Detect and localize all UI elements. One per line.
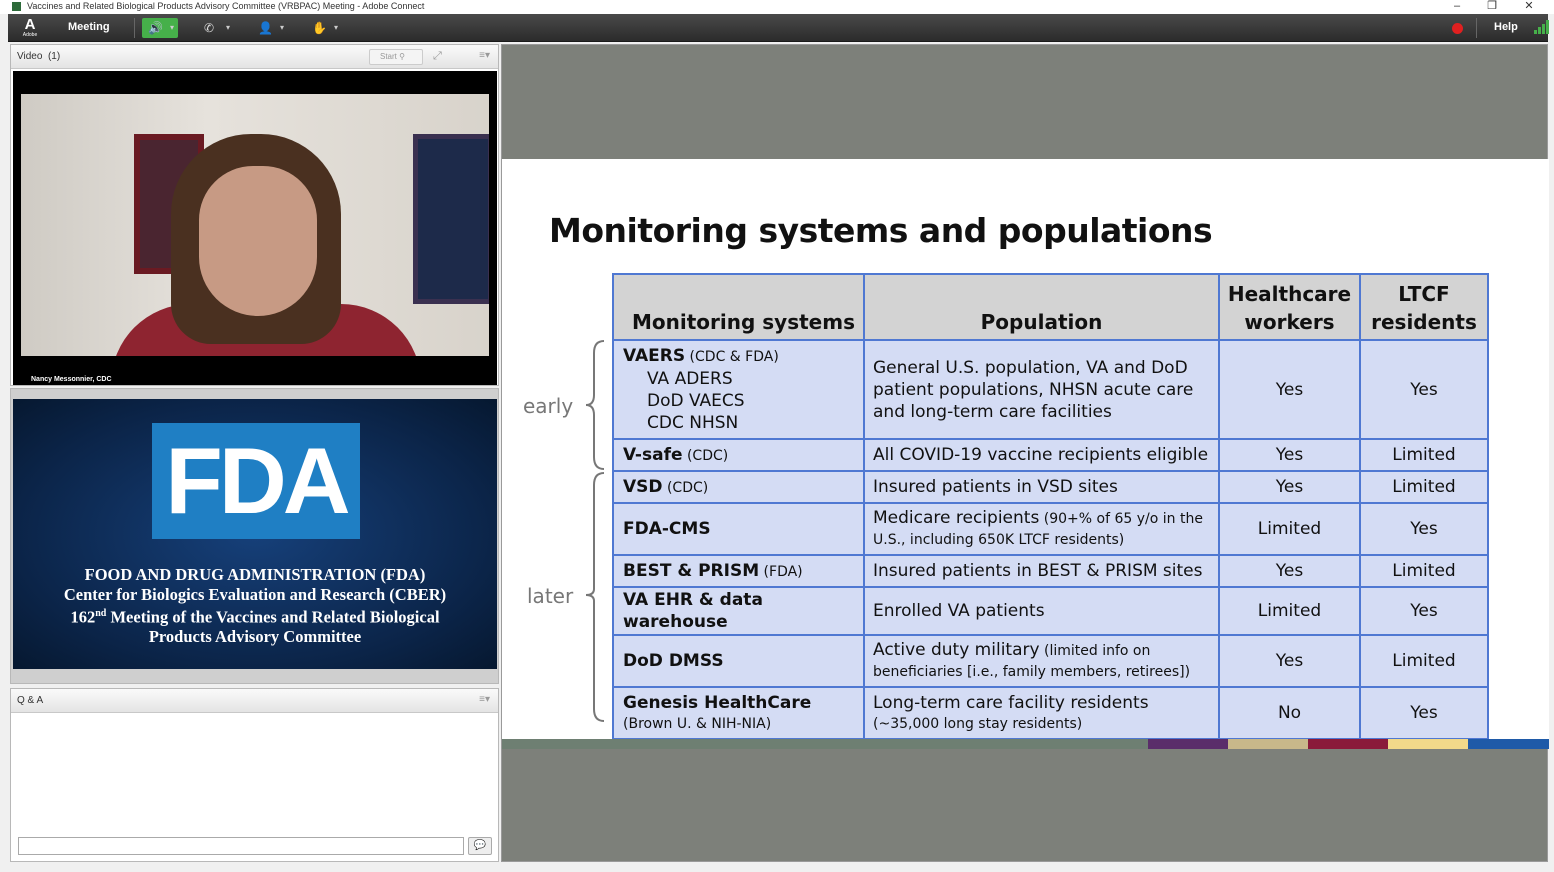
table-row — [613, 555, 1488, 587]
color-bar-segment — [1468, 739, 1549, 749]
chevron-down-icon[interactable]: ▾ — [333, 23, 338, 32]
population-cell: All COVID-19 vaccine recipients eligible — [864, 439, 1219, 471]
early-bracket — [586, 341, 604, 469]
system-note: (CDC) — [662, 479, 709, 496]
table-header-row — [613, 274, 1488, 340]
meeting-toolbar — [8, 14, 1548, 42]
send-question-button[interactable] — [468, 837, 492, 855]
participant-name-caption: Nancy Messonnier, CDC — [31, 376, 112, 383]
header-monitoring-systems: Monitoring systems — [613, 274, 864, 340]
table-row — [613, 587, 1488, 635]
video-stream — [13, 71, 497, 385]
system-name: BEST & PRISM — [623, 560, 760, 581]
meeting-menu[interactable]: Meeting — [68, 21, 110, 33]
table-row — [613, 687, 1488, 739]
video-pod-title-text: Video — [17, 51, 43, 62]
fda-line-3-sup: nd — [95, 608, 107, 619]
toolbar-divider — [134, 18, 135, 38]
color-bar-segment — [1388, 739, 1468, 749]
population-note: (limited info on beneficiaries [i.e., family members, retirees]) — [873, 643, 1191, 680]
adobe-logo-icon — [18, 17, 42, 39]
system-note: (FDA) — [759, 563, 803, 580]
qa-pod-title: Q & A — [17, 695, 44, 706]
system-name: DoD DMSS — [623, 651, 724, 671]
adobe-logo-sub: Adobe — [22, 32, 38, 38]
slide-brackets — [582, 339, 612, 729]
table-row — [613, 439, 1488, 471]
close-button[interactable]: ✕ — [1524, 0, 1534, 12]
population-cell — [864, 687, 1219, 739]
help-menu[interactable]: Help — [1494, 21, 1518, 33]
population-text: Active duty military — [873, 640, 1040, 660]
fda-logo: FDA — [152, 423, 360, 539]
ltcf-cell: Limited — [1360, 555, 1488, 587]
sub-system: VA ADERS — [647, 369, 733, 389]
system-name: V-safe — [623, 444, 683, 465]
raise-hand-button[interactable] — [306, 18, 342, 38]
speaker-toggle-button[interactable] — [142, 18, 178, 38]
header-ltcf-residents: LTCF residents — [1360, 274, 1488, 340]
population-text: Medicare recipients — [873, 508, 1040, 528]
color-bar-segment — [502, 739, 1148, 749]
system-name: VAERS — [623, 346, 686, 366]
chevron-down-icon[interactable]: ▾ — [225, 23, 230, 32]
video-pod — [10, 44, 499, 386]
fda-line-3-text: Meeting of the Vaccines and Related Biological — [106, 607, 440, 627]
system-name: VA EHR & data warehouse — [623, 590, 763, 632]
hcw-cell: Yes — [1219, 555, 1360, 587]
system-cell — [613, 503, 864, 555]
later-bracket — [586, 473, 604, 721]
video-pod-title — [17, 51, 60, 62]
phone-icon: ✆ — [204, 21, 215, 35]
video-count: (1) — [47, 51, 61, 62]
header-healthcare-workers: Healthcare workers — [1219, 274, 1360, 340]
sub-system: DoD VAECS — [647, 391, 745, 411]
population-note: (90+% of 65 y/o in the U.S., including 650K LTCF residents) — [873, 511, 1203, 548]
adobe-logo-letter: A — [24, 16, 36, 33]
population-cell — [864, 635, 1219, 687]
table-row — [613, 635, 1488, 687]
population-cell — [864, 503, 1219, 555]
share-pod — [501, 44, 1548, 862]
system-cell — [613, 587, 864, 635]
ltcf-cell: Yes — [1360, 340, 1488, 439]
population-cell: Insured patients in BEST & PRISM sites — [864, 555, 1219, 587]
fda-line-3 — [13, 604, 497, 627]
minimize-button[interactable]: – — [1453, 0, 1461, 12]
system-name: VSD — [623, 476, 663, 497]
window-title: Vaccines and Related Biological Products Advisory Committee (VRBPAC) Meeting - Adobe Connect — [27, 1, 425, 11]
fda-title-pod — [10, 388, 499, 684]
color-bar-segment — [1308, 739, 1388, 749]
adobe-connect-app-icon — [12, 2, 21, 11]
qa-pod-header — [11, 689, 498, 713]
fda-line-2: Center for Biologics Evaluation and Research (CBER) — [63, 584, 447, 604]
header-population: Population — [864, 274, 1219, 340]
system-cell — [613, 340, 864, 439]
hcw-cell: Yes — [1219, 340, 1360, 439]
hcw-cell: No — [1219, 687, 1360, 739]
fda-line-4: Products Advisory Committee — [148, 627, 362, 646]
system-cell — [613, 555, 864, 587]
video-wall-art-right — [413, 134, 489, 304]
fda-line-1: FOOD AND DRUG ADMINISTRATION (FDA) — [84, 565, 426, 584]
monitoring-systems-table — [612, 273, 1489, 740]
chat-bubble-icon: 💬 — [473, 840, 487, 851]
population-text: Long-term care facility residents — [873, 692, 1149, 713]
system-note: (CDC) — [682, 447, 729, 464]
start-webcam-button[interactable] — [369, 49, 423, 65]
system-cell — [613, 635, 864, 687]
hcw-cell: Yes — [1219, 635, 1360, 687]
ltcf-cell: Yes — [1360, 503, 1488, 555]
participant-video — [21, 94, 489, 356]
system-cell — [613, 471, 864, 503]
later-label: later — [527, 584, 574, 608]
hand-icon: ✋ — [312, 21, 327, 35]
ltcf-cell: Limited — [1360, 439, 1488, 471]
population-cell — [864, 340, 1219, 439]
connection-signal-icon — [1534, 20, 1550, 34]
color-bar-segment — [1148, 739, 1228, 749]
hcw-cell: Limited — [1219, 503, 1360, 555]
recording-indicator-icon — [1452, 23, 1463, 34]
table-row — [613, 340, 1488, 439]
video-pod-header — [11, 45, 498, 69]
population-text: General U.S. population, VA and DoD patient populations, NHSN acute care and long-term care facilities — [873, 357, 1194, 422]
fullscreen-icon[interactable]: ⤢ — [433, 50, 442, 62]
window-title-bar — [0, 0, 1554, 14]
ltcf-cell: Yes — [1360, 587, 1488, 635]
restore-button[interactable]: ❐ — [1487, 0, 1497, 12]
toolbar-divider — [1476, 18, 1477, 38]
ltcf-cell: Yes — [1360, 687, 1488, 739]
table-row — [613, 503, 1488, 555]
chevron-down-icon[interactable]: ▾ — [279, 23, 284, 32]
pod-options-icon[interactable]: ≡▾ — [479, 50, 490, 61]
presentation-slide — [502, 159, 1549, 749]
webcam-icon: 👤 — [258, 21, 273, 35]
qa-pod — [10, 688, 499, 862]
phone-button[interactable] — [198, 18, 234, 38]
system-note: (CDC & FDA) — [685, 349, 779, 365]
table-row — [613, 471, 1488, 503]
ltcf-cell: Limited — [1360, 471, 1488, 503]
sub-system: CDC NHSN — [647, 413, 739, 433]
system-sub: (Brown U. & NIH-NIA) — [623, 715, 772, 732]
slide-color-bar — [502, 739, 1549, 749]
pod-options-icon[interactable]: ≡▾ — [479, 694, 490, 705]
population-note: (~35,000 long stay residents) — [873, 715, 1083, 732]
fda-title-text — [13, 565, 497, 647]
speaker-icon: 🔊 — [148, 21, 163, 35]
slide-title: Monitoring systems and populations — [549, 211, 1213, 250]
start-webcam-label: Start — [380, 52, 397, 61]
system-cell — [613, 439, 864, 471]
system-cell — [613, 687, 864, 739]
camera-button[interactable] — [252, 18, 288, 38]
system-name: Genesis HealthCare — [623, 692, 812, 713]
participant-face — [199, 166, 317, 316]
population-cell: Insured patients in VSD sites — [864, 471, 1219, 503]
webcam-small-icon: ⚲ — [399, 52, 405, 61]
hcw-cell: Yes — [1219, 471, 1360, 503]
early-label: early — [523, 394, 574, 418]
qa-question-input[interactable] — [18, 837, 464, 855]
fda-line-3-number: 162 — [70, 607, 96, 627]
hcw-cell: Yes — [1219, 439, 1360, 471]
fda-title-card — [13, 399, 497, 669]
population-cell: Enrolled VA patients — [864, 587, 1219, 635]
chevron-down-icon[interactable]: ▾ — [169, 23, 174, 32]
ltcf-cell: Limited — [1360, 635, 1488, 687]
system-name: FDA-CMS — [623, 519, 711, 539]
color-bar-segment — [1228, 739, 1308, 749]
hcw-cell: Limited — [1219, 587, 1360, 635]
